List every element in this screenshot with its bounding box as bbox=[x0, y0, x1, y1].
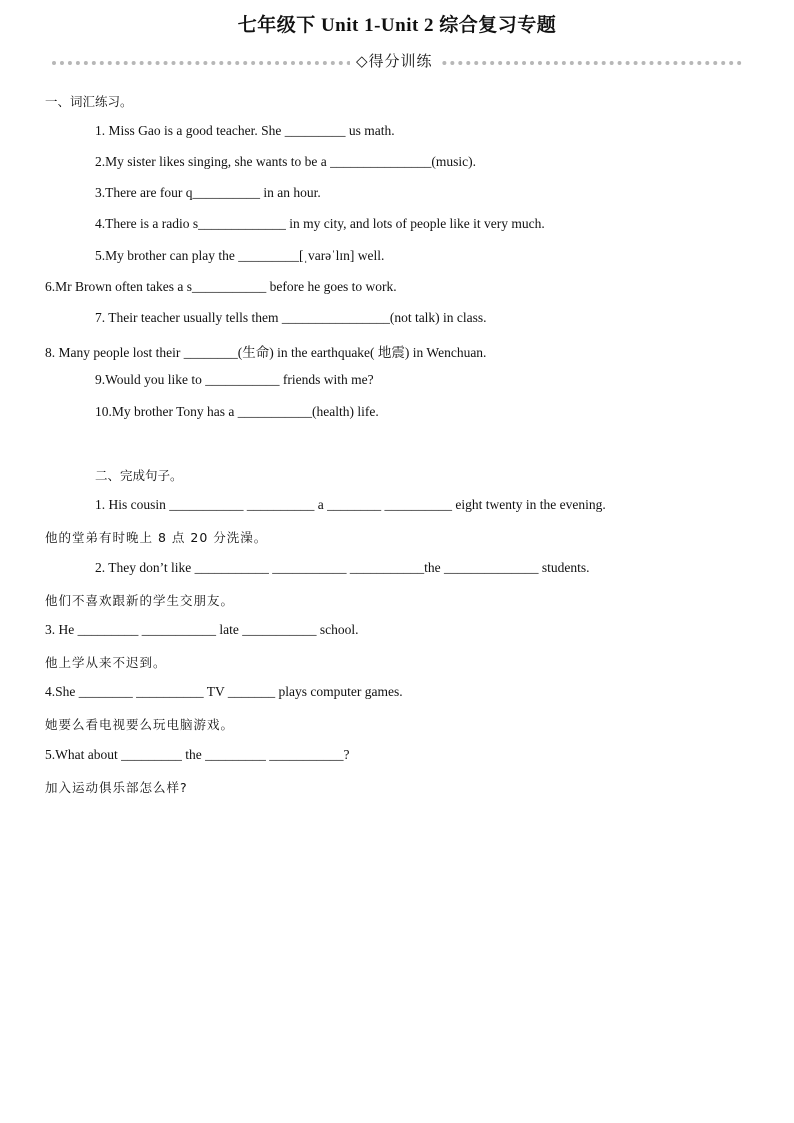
vocab-item: 2.My sister likes singing, she wants to be a _______________(music). bbox=[95, 154, 476, 169]
vocab-item: 8. Many people lost their ________(生命) in the earthquake( 地震) in Wenchuan. bbox=[45, 345, 487, 360]
sentence-item: 3. He _________ ___________ late ___________ school. bbox=[45, 622, 359, 637]
sentence-item: 1. His cousin ___________ __________ a ________ __________ eight twenty in the evening. bbox=[95, 497, 606, 512]
sentence-translation: 他们不喜欢跟新的学生交朋友。 bbox=[45, 593, 235, 608]
sentence-translation: 她要么看电视要么玩电脑游戏。 bbox=[45, 717, 235, 732]
vocab-item: 1. Miss Gao is a good teacher. She _________ us math. bbox=[95, 123, 395, 138]
vocab-item: 9.Would you like to ___________ friends with me? bbox=[95, 372, 374, 387]
sentence-item: 2. They don’t like ___________ ___________ ___________the ______________ students. bbox=[95, 560, 590, 575]
vocab-item: 7. Their teacher usually tells them ________________(not talk) in class. bbox=[95, 310, 487, 325]
vocab-item: 3.There are four q__________ in an hour. bbox=[95, 185, 321, 200]
sentence-translation: 他的堂弟有时晚上 8 点 20 分洗澡。 bbox=[45, 530, 268, 545]
vocab-item: 10.My brother Tony has a ___________(health) life. bbox=[95, 404, 379, 419]
sentence-item: 5.What about _________ the _________ ___________? bbox=[45, 747, 350, 762]
sentence-translation: 他上学从来不迟到。 bbox=[45, 655, 167, 670]
section2-heading: 二、完成句子。 bbox=[95, 468, 183, 483]
sentence-item: 4.She ________ __________ TV _______ plays computer games. bbox=[45, 684, 403, 699]
vocab-item: 6.Mr Brown often takes a s___________ before he goes to work. bbox=[45, 279, 397, 294]
page-title: 七年级下 Unit 1-Unit 2 综合复习专题 bbox=[237, 15, 557, 36]
section-badge: ◇得分训练 bbox=[350, 50, 439, 71]
section1-heading: 一、词汇练习。 bbox=[45, 94, 133, 109]
vocab-item: 5.My brother can play the _________[ˌvarəˈlɪn] well. bbox=[95, 248, 385, 263]
vocab-item: 4.There is a radio s_____________ in my city, and lots of people like it very much. bbox=[95, 216, 545, 231]
sentence-translation: 加入运动俱乐部怎么样? bbox=[45, 780, 188, 795]
